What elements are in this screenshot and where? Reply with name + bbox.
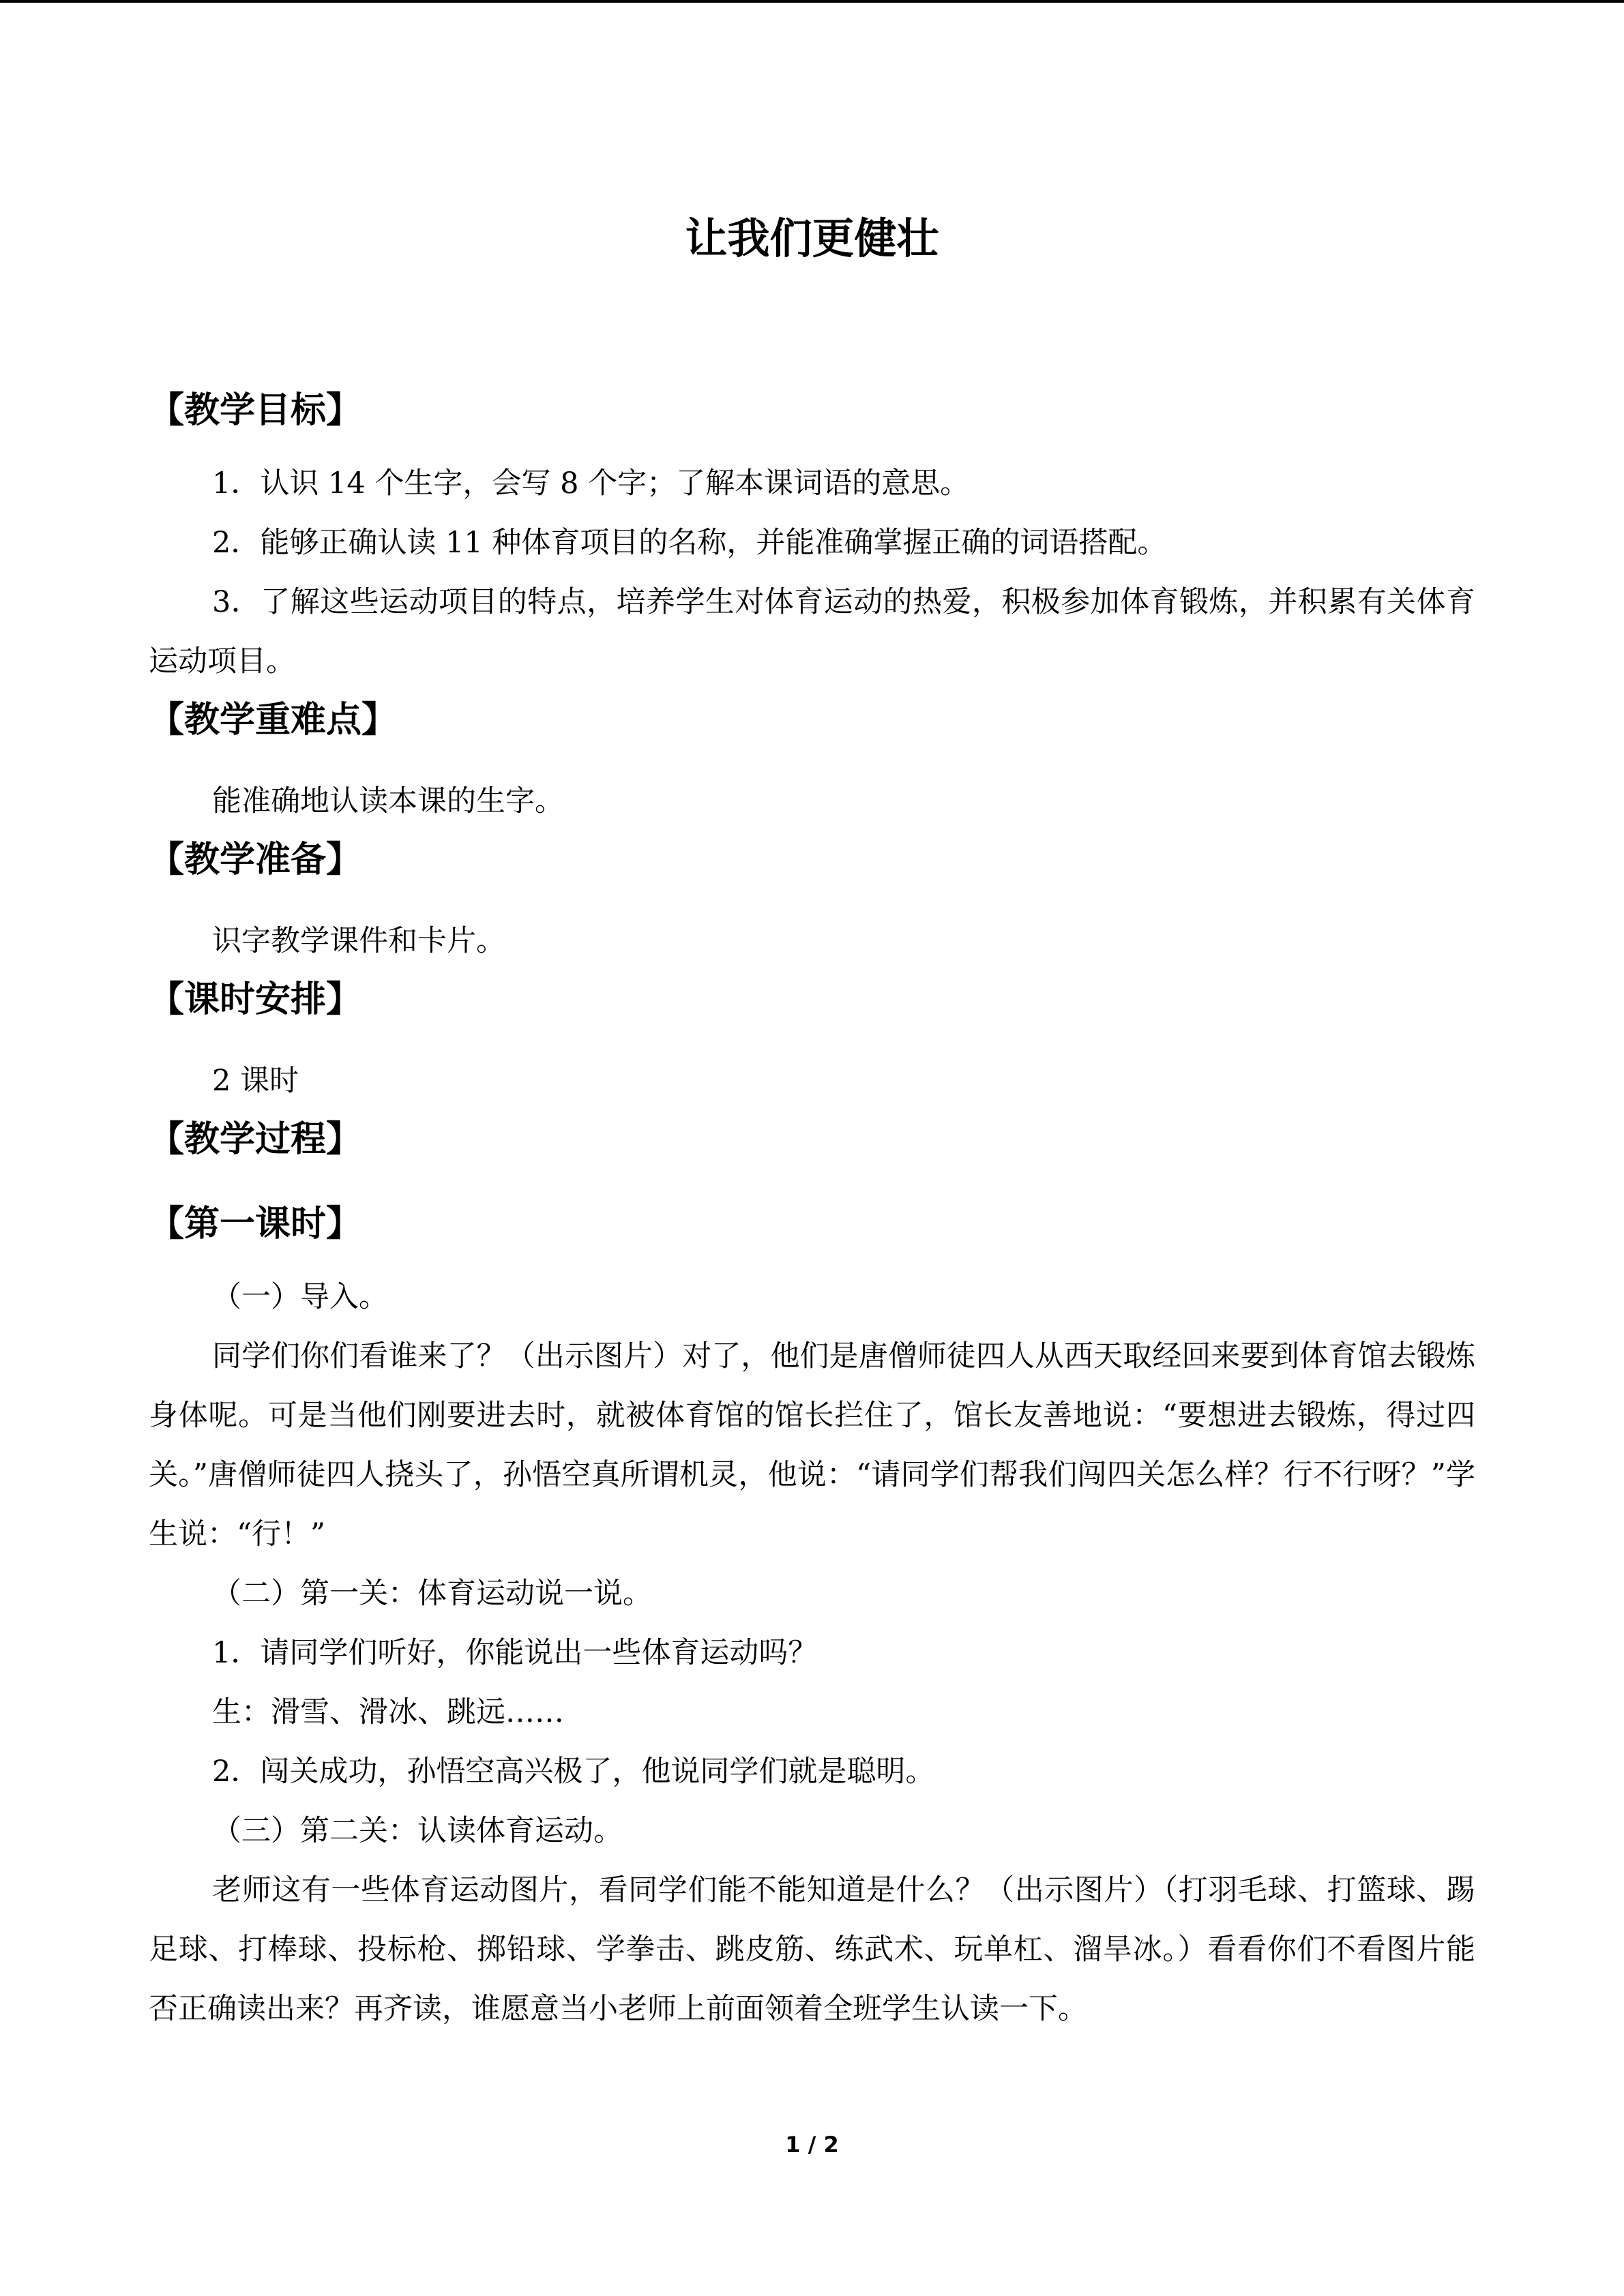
document-title: 让我们更健壮 (685, 213, 939, 263)
schedule-heading: 【课时安排】 (149, 979, 362, 1020)
page-number: 1 / 2 (785, 2132, 839, 2158)
objectives-heading: 【教学目标】 (149, 390, 362, 431)
key-points-text: 能准确地认读本课的生字。 (212, 784, 564, 818)
objective-item: 3．了解这些运动项目的特点，培养学生对体育运动的热爱，积极参加体育锻炼，并积累有关体育运动项目。 (149, 585, 1475, 679)
lesson1-paragraph: （三）第二关：认读体育运动。 (212, 1814, 623, 1848)
preparation-heading: 【教学准备】 (149, 839, 362, 880)
document-body (149, 382, 1475, 2039)
objective-item: 1．认识 14 个生字，会写 8 个字；了解本课词语的意思。 (212, 466, 970, 501)
preparation-text: 识字教学课件和卡片。 (212, 924, 505, 958)
lesson1-paragraph: 生：滑雪、滑冰、跳远…… (212, 1695, 564, 1729)
lesson1-paragraph: 同学们你们看谁来了？（出示图片）对了，他们是唐僧师徒四人从西天取经回来要到体育馆去锻炼身体呢。可是当他们刚要进去时，就被体育馆的馆长拦住了，馆长友善地说：“要想进去锻炼，得过四关。”唐僧师徒四人挠头了，孙悟空真所谓机灵，他说：“请同学们帮我们闯四关怎么样？行不行呀？”学生说：“行！” (149, 1339, 1475, 1551)
schedule-text: 2 课时 (212, 1064, 299, 1098)
lesson1-paragraph: 1．请同学们听好，你能说出一些体育运动吗？ (212, 1636, 818, 1670)
objective-item: 2．能够正确认读 11 种体育项目的名称，并能准确掌握正确的词语搭配。 (212, 526, 1167, 560)
process-heading: 【教学过程】 (149, 1119, 362, 1160)
lesson1-paragraph: （二）第一关：体育运动说一说。 (212, 1577, 652, 1611)
key-points-heading: 【教学重难点】 (149, 700, 398, 741)
top-border-line (0, 0, 1624, 3)
lesson1-paragraph: 老师这有一些体育运动图片，看同学们能不能知道是什么？（出示图片）（打羽毛球、打篮球、踢足球、打棒球、投标枪、掷铅球、学拳击、跳皮筋、练武术、玩单杠、溜旱冰。）看看你们不看图片能否正确读出来？再齐读，谁愿意当小老师上前面领着全班学生认读一下。 (149, 1873, 1475, 2026)
lesson1-paragraph: （一）导入。 (212, 1280, 388, 1314)
lesson1-heading: 【第一课时】 (149, 1204, 362, 1244)
lesson1-paragraph: 2．闯关成功，孙悟空高兴极了，他说同学们就是聪明。 (212, 1755, 935, 1789)
